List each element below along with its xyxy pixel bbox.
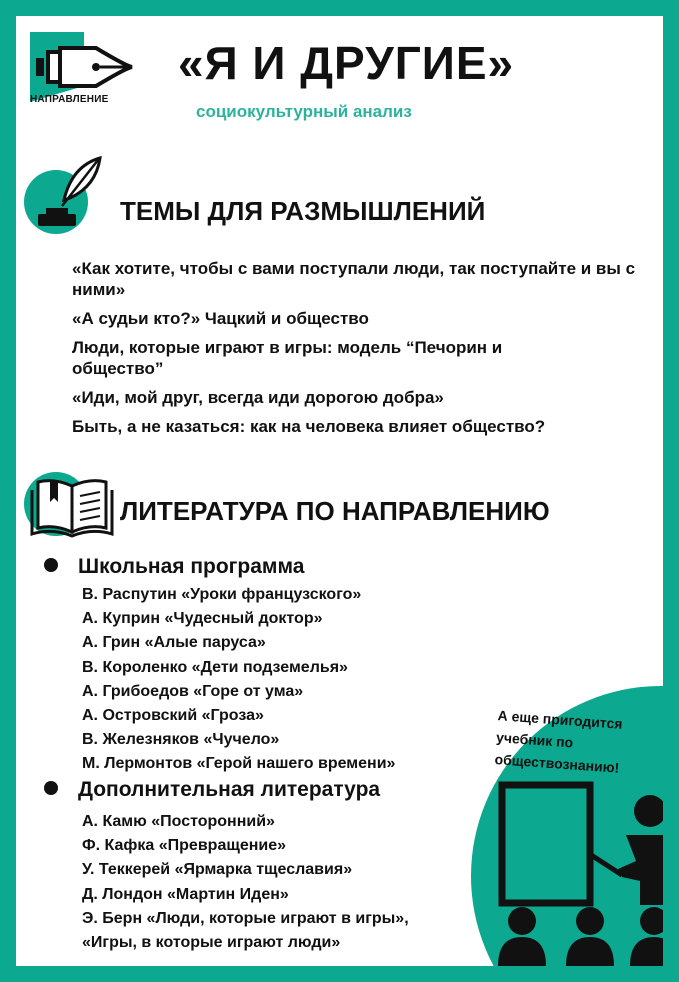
literature-section-title: ЛИТЕРАТУРА ПО НАПРАВЛЕНИЮ: [120, 496, 550, 526]
open-book-icon: [24, 468, 120, 540]
theme-item: «Иди, мой друг, всегда иди дорогою добра»: [72, 388, 444, 407]
theme-item: Люди, которые играют в игры: модель “Печорин и общество”: [72, 338, 503, 378]
bullet-icon: [44, 781, 58, 795]
book-item: А. Куприн «Чудесный доктор»: [82, 610, 323, 628]
page-subtitle: социокультурный анализ: [196, 102, 412, 121]
book-item: У. Теккерей «Ярмарка тщеславия»: [82, 861, 353, 879]
book-item: «Игры, в которые играют люди»: [82, 933, 341, 951]
book-item: А. Грин «Алые паруса»: [82, 634, 266, 652]
page-title: «Я И ДРУГИЕ»: [178, 37, 515, 89]
extra-literature-label: Дополнительная литература: [78, 778, 381, 801]
book-item: А. Островский «Гроза»: [82, 706, 264, 724]
book-item: В. Железняков «Чучело»: [82, 731, 280, 749]
logo-label: НАПРАВЛЕНИЕ: [30, 94, 109, 105]
theme-item: Быть, а не казаться: как на человека влияет общество?: [72, 417, 546, 436]
book-item: В. Короленко «Дети подземелья»: [82, 658, 348, 676]
school-program-heading: [44, 555, 304, 579]
book-item: А. Камю «Посторонний»: [82, 813, 275, 830]
theme-item: «Как хотите, чтобы с вами поступали люди, так поступайте и вы с ними»: [72, 259, 636, 299]
quill-inkwell-icon: [24, 156, 104, 236]
book-item: Э. Берн «Люди, которые играют в игры»,: [82, 909, 409, 927]
book-item: М. Лермонтов «Герой нашего времени»: [82, 755, 396, 773]
themes-list: [72, 258, 662, 445]
poster-card: [16, 16, 663, 966]
extra-literature-heading: [44, 778, 380, 802]
bullet-icon: [44, 558, 58, 572]
school-program-label: Школьная программа: [78, 555, 305, 578]
school-book-list: [82, 583, 395, 777]
book-item: В. Распутин «Уроки французского»: [82, 586, 362, 603]
book-item: Ф. Кафка «Превращение»: [82, 837, 287, 855]
book-item: Д. Лондон «Мартин Иден»: [82, 885, 289, 903]
theme-item: «А судьи кто?» Чацкий и общество: [72, 309, 369, 328]
teacher-board-icon: [494, 781, 663, 966]
extra-book-list: [82, 810, 409, 955]
tip-text: А еще пригодится учебник по обществознанию!: [494, 707, 624, 776]
themes-section-title: ТЕМЫ ДЛЯ РАЗМЫШЛЕНИЙ: [120, 196, 486, 226]
book-item: А. Грибоедов «Горе от ума»: [82, 682, 304, 700]
